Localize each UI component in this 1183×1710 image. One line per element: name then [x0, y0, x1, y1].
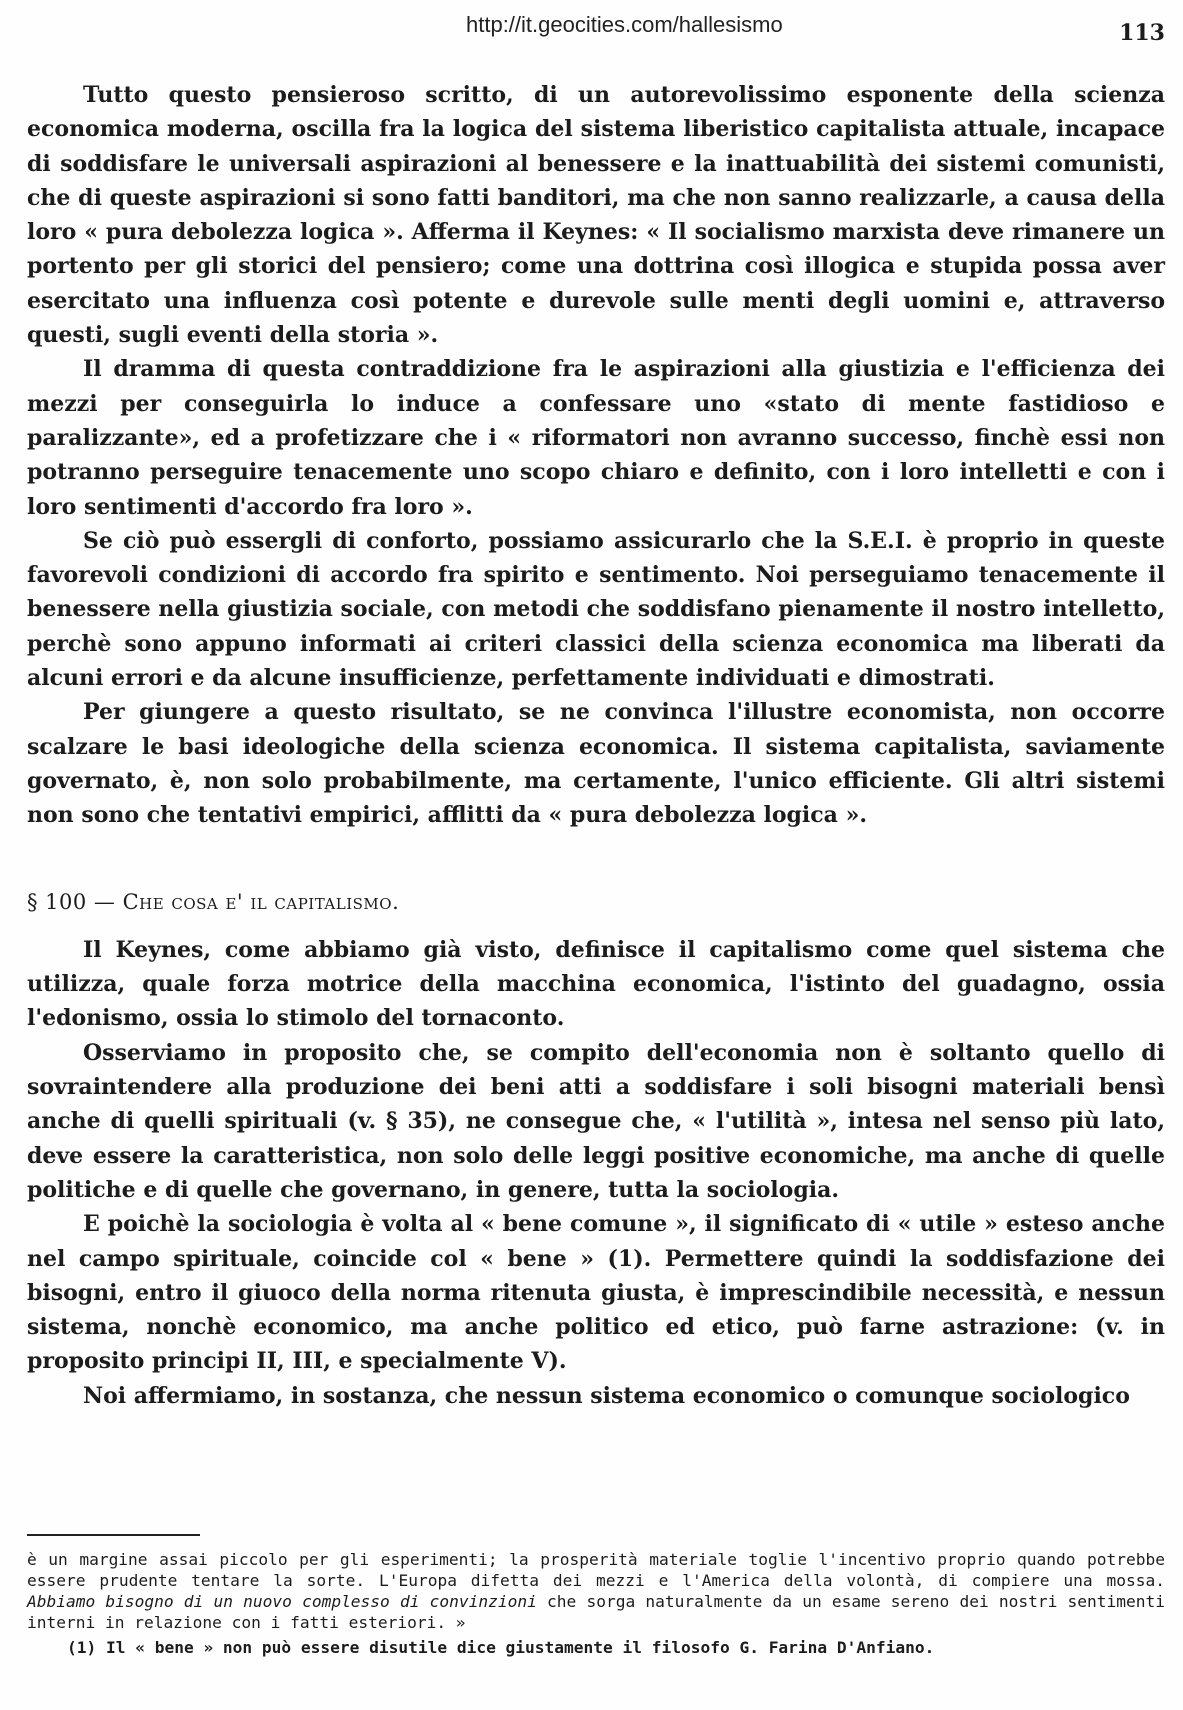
- footnotes: [27, 1549, 1165, 1658]
- paragraph-2: Il dramma di questa contraddizione fra le aspirazioni alla giustizia e l'efficienza dei mezzi per conseguirla lo induce a confessare uno «stato di mente fastidioso e paralizzante», ed a profetizzare che i « riformatori non avranno successo, finchè essi non potranno perseguire tenacemente uno scopo chiaro e definito, con i loro intelletti e con i loro sentimenti d'accordo fra loro ».: [27, 356, 1165, 520]
- section-paragraph-4: Noi affermiamo, in sostanza, che nessun sistema economico o comunque sociologico: [83, 1382, 1130, 1409]
- footnote-continuation: [27, 1549, 1165, 1633]
- section-heading: § 100 — Che cosa e' il capitalismo.: [27, 889, 400, 914]
- footnote-1: (1) Il « bene » non può essere disutile dice giustamente il filosofo G. Farina D'Anfiano.: [67, 1638, 935, 1657]
- footnote-divider: [27, 1534, 200, 1536]
- paragraph-3: Se ciò può essergli di conforto, possiamo assicurarlo che la S.E.I. è proprio in queste favorevoli condizioni di accordo fra spirito e sentimento. Noi perseguiamo tenacemente il benessere nella giustizia sociale, con metodi che soddisfano pienamente il nostro intelletto, perchè sono appuno informati ai criteri classici della scienza economica ma liberati da alcuni errori e da alcune insufficienze, perfettamente individuati e dimostrati.: [27, 527, 1165, 692]
- footnote-continuation-italic: Abbiamo bisogno di un nuovo complesso di convinzioni: [27, 1592, 537, 1611]
- footnote-continuation-text-a: è un margine assai piccolo per gli esperimenti; la prosperità materiale toglie l'incentivo proprio quando potrebbe essere prudente tentare la sorte. L'Europa difetta dei mezzi e l'America della volontà, di compiere una mossa.: [27, 1550, 1165, 1590]
- page-number: 113: [1119, 20, 1165, 46]
- header-url: http://it.geocities.com/hallesismo: [466, 12, 783, 37]
- main-text: [27, 78, 1165, 1413]
- section-paragraph-1: Il Keynes, come abbiamo già visto, definisce il capitalismo come quel sistema che utilizza, quale forza motrice della macchina economica, l'istinto del guadagno, ossia l'edonismo, ossia lo stimolo del tornaconto.: [27, 936, 1165, 1032]
- paragraph-4: Per giungere a questo risultato, se ne convinca l'illustre economista, non occorre scalzare le basi ideologiche della scienza economica. Il sistema capitalista, saviamente governato, è, non solo probabilmente, ma certamente, l'unico efficiente. Gli altri sistemi non sono che tentativi empirici, afflitti da « pura debolezza logica ».: [27, 699, 1165, 829]
- footnote-continuation-text-b: che sorga naturalmente da un esame sereno dei nostri sentimenti interni in relazione con i fatti esteriori. »: [27, 1592, 1165, 1632]
- section-paragraph-3: E poichè la sociologia è volta al « bene comune », il significato di « utile » esteso anche nel campo spirituale, coincide col « bene » (1). Permettere quindi la soddisfazione dei bisogni, entro il giuoco della norma ritenuta giusta, è imprescindibile necessità, e nessun sistema, nonchè economico, ma anche politico ed etico, può farne astrazione: (v. in proposito principi II, III, e specialmente V).: [27, 1211, 1165, 1375]
- paragraph-1: Tutto questo pensieroso scritto, di un autorevolissimo esponente della scienza economica moderna, oscilla fra la logica del sistema liberistico capitalista attuale, incapace di soddisfare le universali aspirazioni al benessere e la inattuabilità dei sistemi comunisti, che di queste aspirazioni si sono fatti banditori, ma che non sanno realizzarle, a causa della loro « pura debolezza logica ». Afferma il Keynes: « Il socialismo marxista deve rimanere un portento per gli storici del pensiero; come una dottrina così illogica e stupida possa aver esercitato una influenza così potente e durevole sulle menti degli uomini e, attraverso questi, sugli eventi della storia ».: [27, 82, 1165, 349]
- section-paragraph-2: Osserviamo in proposito che, se compito dell'economia non è soltanto quello di sovraintendere alla produzione dei beni atti a soddisfare i soli bisogni materiali bensì anche di quelli spirituali (v. § 35), ne consegue che, « l'utilità », intesa nel senso più lato, deve essere la caratteristica, non solo delle leggi positive economiche, ma anche di quelle politiche e di quelle che governano, in genere, tutta la sociologia.: [27, 1039, 1165, 1203]
